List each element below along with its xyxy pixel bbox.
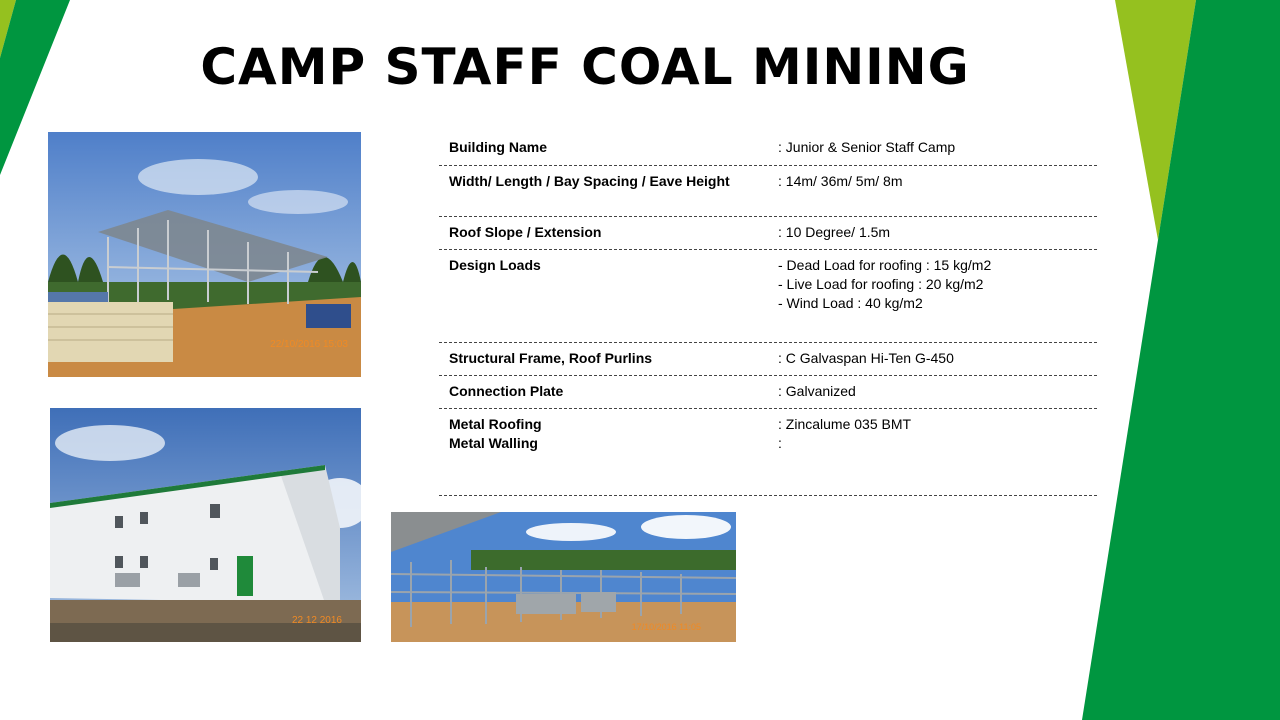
- spec-label: [449, 415, 778, 495]
- spec-label: [449, 349, 778, 375]
- spec-value-line: : Galvanized: [778, 383, 856, 399]
- spec-value-line: : Junior & Senior Staff Camp: [778, 139, 956, 155]
- spec-value: [778, 415, 1087, 495]
- spec-value: [778, 349, 1087, 375]
- spec-row-building-name: [439, 132, 1097, 166]
- spec-label-line: Metal Roofing: [449, 416, 542, 432]
- spec-row-connection-plate: [439, 376, 1097, 409]
- spec-value: [778, 223, 1087, 249]
- spec-label-line: Width/ Length / Bay Spacing / Eave Height: [449, 173, 730, 189]
- spec-value: [778, 172, 1087, 216]
- spec-label: [449, 172, 778, 216]
- right-dark-stripe: [1082, 0, 1280, 720]
- frame-construction-photo: [391, 512, 736, 642]
- right-light-stripe: [1115, 0, 1196, 240]
- spec-row-roof-slope: [439, 217, 1097, 250]
- spec-label-line: Building Name: [449, 139, 548, 155]
- spec-value-line: : 10 Degree/ 1.5m: [778, 224, 891, 240]
- spec-label: [449, 256, 778, 342]
- spec-value: [778, 138, 1087, 165]
- spec-label: [449, 223, 778, 249]
- spec-label-line: Design Loads: [449, 257, 541, 273]
- spec-value: [778, 256, 1087, 342]
- spec-value-line: - Dead Load for roofing : 15 kg/m2: [778, 257, 992, 273]
- spec-value-line: : 14m/ 36m/ 5m/ 8m: [778, 173, 903, 189]
- spec-value-line: - Live Load for roofing : 20 kg/m2: [778, 276, 984, 292]
- page-title: CAMP STAFF COAL MINING: [200, 38, 970, 96]
- spec-row-metal-roofing: [439, 409, 1097, 496]
- spec-label-line: Roof Slope / Extension: [449, 224, 602, 240]
- steel-frame-photo: [48, 132, 361, 377]
- spec-label: [449, 138, 778, 165]
- photo-date-stamp: 17/10/2016 11:05: [631, 622, 701, 632]
- spec-row-structural-frame: [439, 343, 1097, 376]
- spec-row-design-loads: [439, 250, 1097, 343]
- spec-label-line: Metal Walling: [449, 435, 538, 451]
- spec-row-dimensions: [439, 166, 1097, 217]
- photo-date-stamp: 22/10/2016 15:03: [270, 339, 348, 350]
- spec-label: [449, 382, 778, 408]
- spec-value-line: : C Galvaspan Hi-Ten G-450: [778, 350, 954, 366]
- spec-table: [439, 132, 1097, 496]
- building-exterior-photo: [50, 408, 361, 642]
- photo-date-stamp: 22 12 2016: [291, 615, 342, 626]
- spec-value-line: - Wind Load : 40 kg/m2: [778, 295, 923, 311]
- spec-value: [778, 382, 1087, 408]
- spec-label-line: Connection Plate: [449, 383, 564, 399]
- spec-value-line: :: [778, 435, 782, 451]
- spec-value-line: : Zincalume 035 BMT: [778, 416, 912, 432]
- spec-label-line: Structural Frame, Roof Purlins: [449, 350, 653, 366]
